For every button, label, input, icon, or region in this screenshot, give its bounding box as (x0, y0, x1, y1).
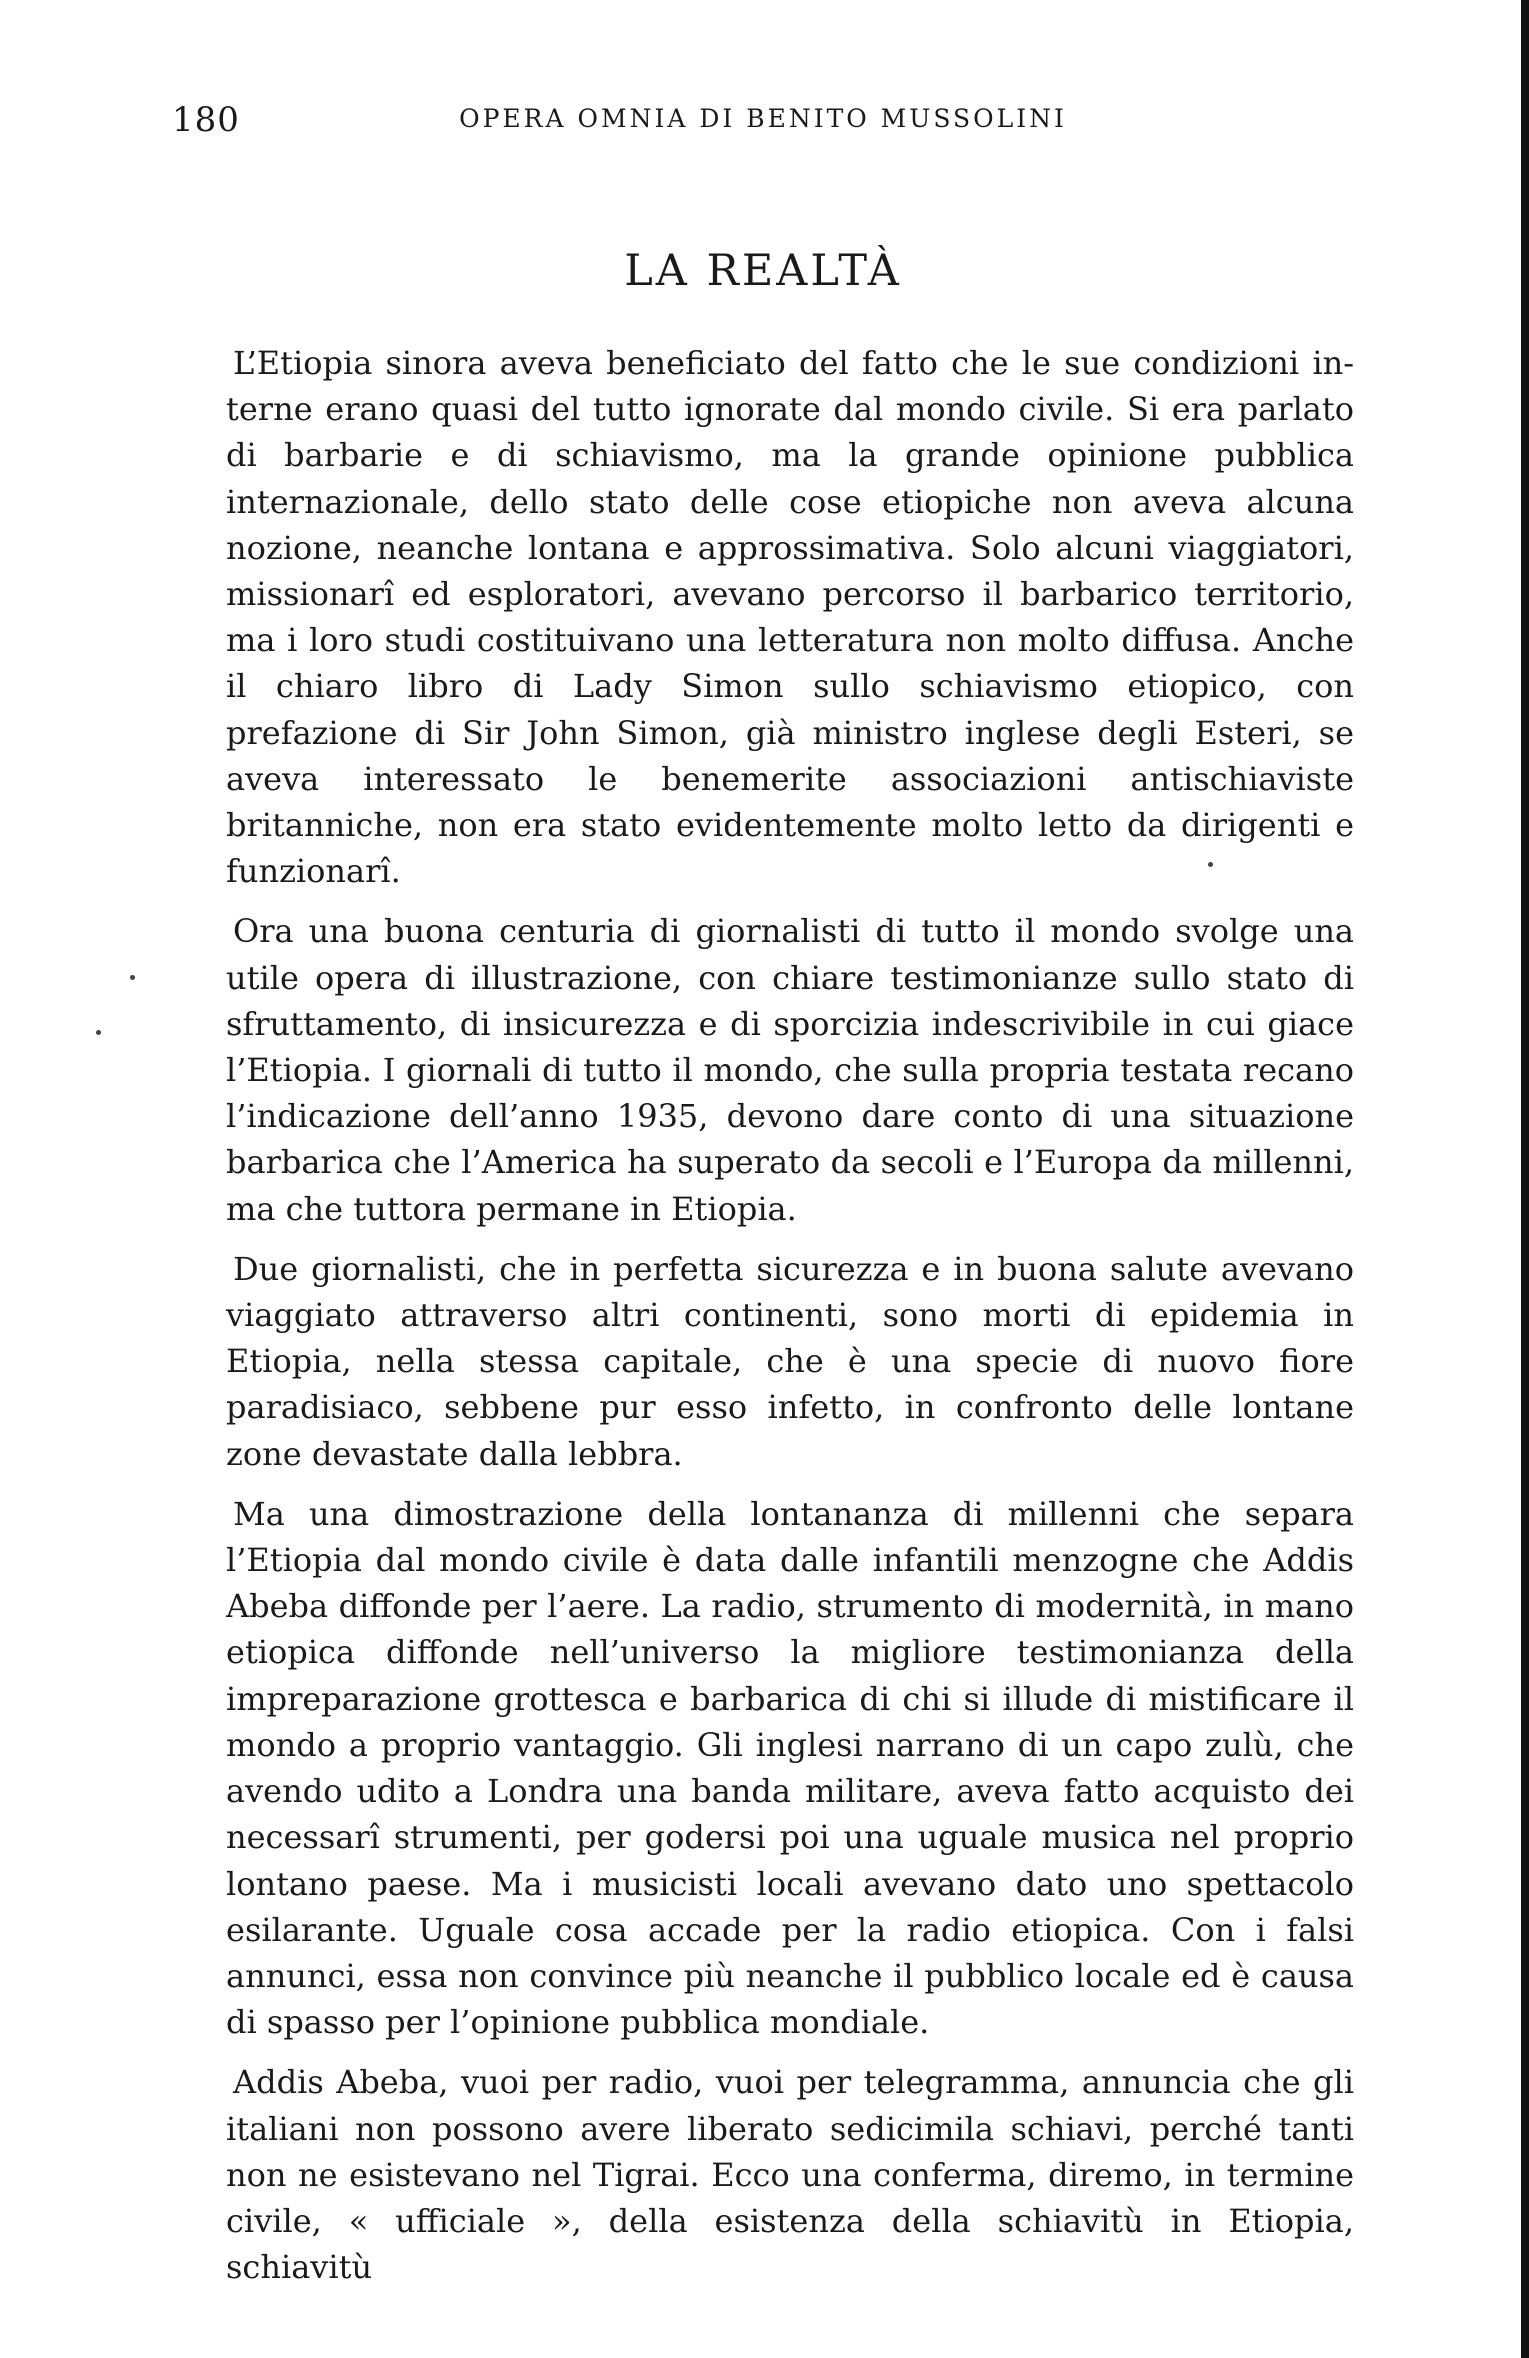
scan-speck (130, 975, 135, 980)
paragraph-5: Addis Abeba, vuoi per radio, vuoi per telegramma, annuncia che gli italiani non possono avere liberato sedicimila schiavi, perché tanti non ne esistevano nel Tigrai. Ecco una conferma, diremo, in termine civile, « ufficiale », della esistenza della schiavitù in Etiopia, schiavitù (226, 2063, 1354, 2287)
running-head (172, 100, 1354, 160)
paragraph-1: L’Etiopia sinora aveva beneficiato del fatto che le sue condizioni interne erano quasi del tutto ignorate dal mondo civile. Si era parlato di barbarie e di schiavismo, ma la grande opinione pubblica internazionale, dello stato delle cose etiopiche non aveva alcuna nozione, neanche lontana e approssimativa. Solo alcuni viaggiatori, missionarî ed esploratori, avevano percorso il barbarico territorio, ma i loro studi costituivano una letteratura non molto diffusa. Anche il chiaro libro di Lady Simon sullo schiavismo etiopico, con prefazione di Sir John Simon, già ministro inglese degli Esteri, se aveva interessato le benemerite associazioni antischiaviste britanniche, non era stato evidentemente molto letto da dirigenti e funzionarî. (226, 344, 1354, 891)
body-text (226, 340, 1354, 2290)
page-number: 180 (172, 100, 240, 140)
scan-border-edge (1521, 0, 1529, 2358)
paragraph-4: Ma una dimostrazione della lontananza di millenni che separa l’Etiopia dal mondo civile è data dalle infantili menzogne che Addis Abeba diffonde per l’aere. La radio, strumento di modernità, in mano etiopica diffonde nell’universo la migliore testimonianza della impreparazione grottesca e barbarica di chi si illude di mistificare il mondo a proprio vantaggio. Gli inglesi narrano di un capo zulù, che avendo udito a Londra una banda militare, aveva fatto acquisto dei necessarî strumenti, per godersi poi una uguale musica nel proprio lontano paese. Ma i musicisti locali avevano dato uno spettacolo esilarante. Uguale cosa accade per la radio etiopica. Con i falsi annunci, essa non convince più neanche il pubblico locale ed è causa di spasso per l’opinione pubblica mondiale. (226, 1494, 1354, 2042)
paragraph-2: Ora una buona centuria di giornalisti di tutto il mondo svolge una utile opera di illustrazione, con chiare testimonianze sullo stato di sfruttamento, di insicurezza e di sporcizia indescrivibile in cui giace l’Etiopia. I giornali di tutto il mondo, che sulla propria testata recano l’indicazione dell’anno 1935, devono dare conto di una situazione barbarica che l’America ha superato da secoli e l’Europa da millenni, ma che tuttora permane in Etiopia. (226, 912, 1354, 1228)
paragraph-3: Due giornalisti, che in perfetta sicurezza e in buona salute avevano viaggiato attraverso altri continenti, sono morti di epidemia in Etiopia, nella stessa capitale, che è una specie di nuovo fiore paradisiaco, sebbene pur esso infetto, in confronto delle lontane zone devastate dalla lebbra. (226, 1249, 1354, 1473)
scan-speck (1208, 862, 1213, 867)
scan-speck (96, 1030, 101, 1035)
chapter-title: LA REALTÀ (624, 246, 902, 296)
running-title: OPERA OMNIA DI BENITO MUSSOLINI (459, 104, 1067, 133)
